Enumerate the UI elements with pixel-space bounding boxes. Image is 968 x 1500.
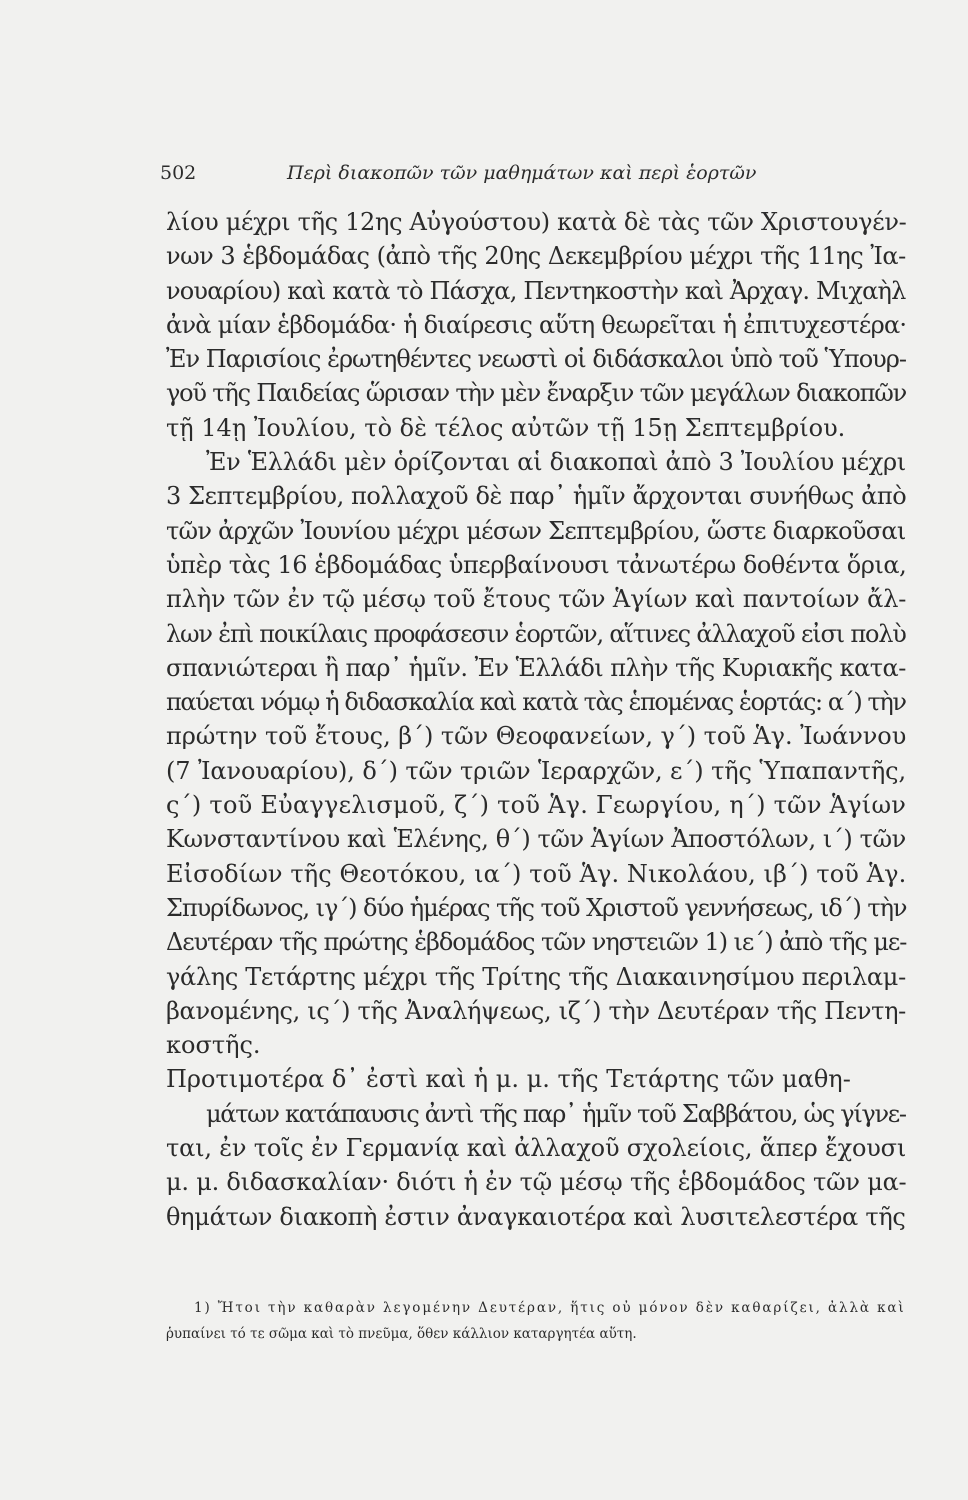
body-text-line: Προτιμοτέρα δ᾽ ἐστὶ καὶ ἡ μ. μ. τῆς Τετάρτης τῶν μαθη- (166, 1065, 851, 1094)
page-number: 502 (160, 162, 197, 184)
body-text-line: μ. μ. διδασκαλίαν· διότι ἡ ἐν τῷ μέσῳ τῆς ἑβδομάδος τῶν μα- (166, 1168, 907, 1197)
body-text-line: Κωνσταντίνου καὶ Ἑλένης, θ΄) τῶν Ἁγίων Ἀποστόλων, ι΄) τῶν (166, 825, 906, 854)
page-header (160, 158, 810, 188)
body-text-line: γοῦ τῆς Παιδείας ὥρισαν τὴν μὲν ἔναρξιν τῶν μεγάλων διακοπῶν (166, 379, 907, 408)
body-text-line: Εἰσοδίων τῆς Θεοτόκου, ια΄) τοῦ Ἁγ. Νικολάου, ιβ΄) τοῦ Ἁγ. (166, 859, 907, 888)
body-text-line: (7 Ἰανουαρίου), δ΄) τῶν τριῶν Ἱεραρχῶν, ε΄) τῆς Ὑπαπαντῆς, (166, 756, 907, 785)
body-text-line: μάτων κατάπαυσις ἀντὶ τῆς παρ᾽ ἡμῖν τοῦ Σαββάτου, ὡς γίγνε- (206, 1099, 906, 1128)
body-text-line: πλὴν τῶν ἐν τῷ μέσῳ τοῦ ἔτους τῶν Ἁγίων καὶ παντοίων ἄλ- (166, 585, 907, 614)
body-text-line: 3 Σεπτεμβρίου, πολλαχοῦ δὲ παρ᾽ ἡμῖν ἄρχονται συνήθως ἀπὸ (166, 482, 907, 511)
body-text-line: γάλης Τετάρτης μέχρι τῆς Τρίτης τῆς Διακαινησίμου περιλαμ- (166, 962, 906, 991)
body-text-line: ς΄) τοῦ Εὐαγγελισμοῦ, ζ΄) τοῦ Ἁγ. Γεωργίου, η΄) τῶν Ἁγίων (166, 791, 907, 820)
footnote (166, 1295, 906, 1347)
body-text-line: παύεται νόμῳ ἡ διδασκαλία καὶ κατὰ τὰς ἑπομένας ἑορτάς: α΄) τὴν (166, 688, 906, 717)
body-text-line: νων 3 ἑβδομάδας (ἀπὸ τῆς 20ης Δεκεμβρίου μέχρι τῆς 11ης Ἰα- (166, 242, 906, 271)
body-text-line: κοστῆς. (166, 1031, 261, 1060)
body-text-line: νουαρίου) καὶ κατὰ τὸ Πάσχα, Πεντηκοστὴν καὶ Ἀρχαγ. Μιχαὴλ (166, 276, 906, 305)
body-text-line: θημάτων διακοπὴ ἐστιν ἀναγκαιοτέρα καὶ λυσιτελεστέρα τῆς (166, 1202, 906, 1231)
body-text-line: πρώτην τοῦ ἔτους, β΄) τῶν Θεοφανείων, γ΄) τοῦ Ἁγ. Ἰωάννου (166, 722, 907, 751)
body-text (166, 205, 906, 1234)
body-text-line: Δευτέραν τῆς πρώτης ἑβδομάδος τῶν νηστειῶν 1) ιε΄) ἀπὸ τῆς με- (166, 928, 907, 957)
body-text-line: ται, ἐν τοῖς ἐν Γερμανίᾳ καὶ ἀλλαχοῦ σχολείοις, ἅπερ ἔχουσι (166, 1134, 907, 1163)
body-text-line: Ἐν Παρισίοις ἐρωτηθέντες νεωστὶ οἱ διδάσκαλοι ὑπὸ τοῦ Ὑπουρ- (166, 345, 906, 374)
footnote-line: 1) Ἤτοι τὴν καθαρὰν λεγομένην Δευτέραν, ἥτις οὐ μόνον δὲν καθαρίζει, ἀλλὰ καὶ (194, 1300, 906, 1316)
body-text-line: λίου μέχρι τῆς 12ης Αὐγούστου) κατὰ δὲ τὰς τῶν Χριστουγέν- (166, 208, 907, 236)
body-text-line: τῇ 14ῃ Ἰουλίου, τὸ δὲ τέλος αὐτῶν τῇ 15ῃ Σεπτεμβρίου. (166, 413, 846, 442)
body-text-line: βανομένης, ις΄) τῆς Ἀναλήψεως, ιζ΄) τὴν Δευτέραν τῆς Πεντη- (166, 996, 906, 1025)
body-text-line: σπανιώτεραι ἢ παρ᾽ ἡμῖν. Ἐν Ἑλλάδι πλὴν τῆς Κυριακῆς κατα- (166, 653, 906, 682)
body-text-line: λων ἐπὶ ποικίλαις προφάσεσιν ἑορτῶν, αἵτινες ἀλλαχοῦ εἰσι πολὺ (166, 619, 906, 648)
body-text-line: ὑπὲρ τὰς 16 ἑβδομάδας ὑπερβαίνουσι τἀνωτέρω δοθέντα ὅρια, (166, 550, 907, 579)
body-text-line: Ἐν Ἑλλάδι μὲν ὁρίζονται αἱ διακοπαὶ ἀπὸ 3 Ἰουλίου μέχρι (206, 448, 906, 477)
running-title: Περὶ διακοπῶν τῶν μαθημάτων καὶ περὶ ἑορτῶν (287, 162, 757, 184)
body-text-line: Σπυρίδωνος, ιγ΄) δύο ἡμέρας τῆς τοῦ Χριστοῦ γεννήσεως, ιδ΄) τὴν (166, 893, 907, 922)
body-text-line: ἀνὰ μίαν ἑβδομάδα· ἡ διαίρεσις αὕτη θεωρεῖται ἡ ἐπιτυχεστέρα· (166, 310, 907, 339)
footnote-line: ῥυπαίνει τό τε σῶμα καὶ τὸ πνεῦμα, ὅθεν κάλλιον καταργητέα αὕτη. (166, 1326, 637, 1342)
body-text-line: τῶν ἀρχῶν Ἰουνίου μέχρι μέσων Σεπτεμβρίου, ὥστε διαρκοῦσαι (166, 516, 906, 545)
